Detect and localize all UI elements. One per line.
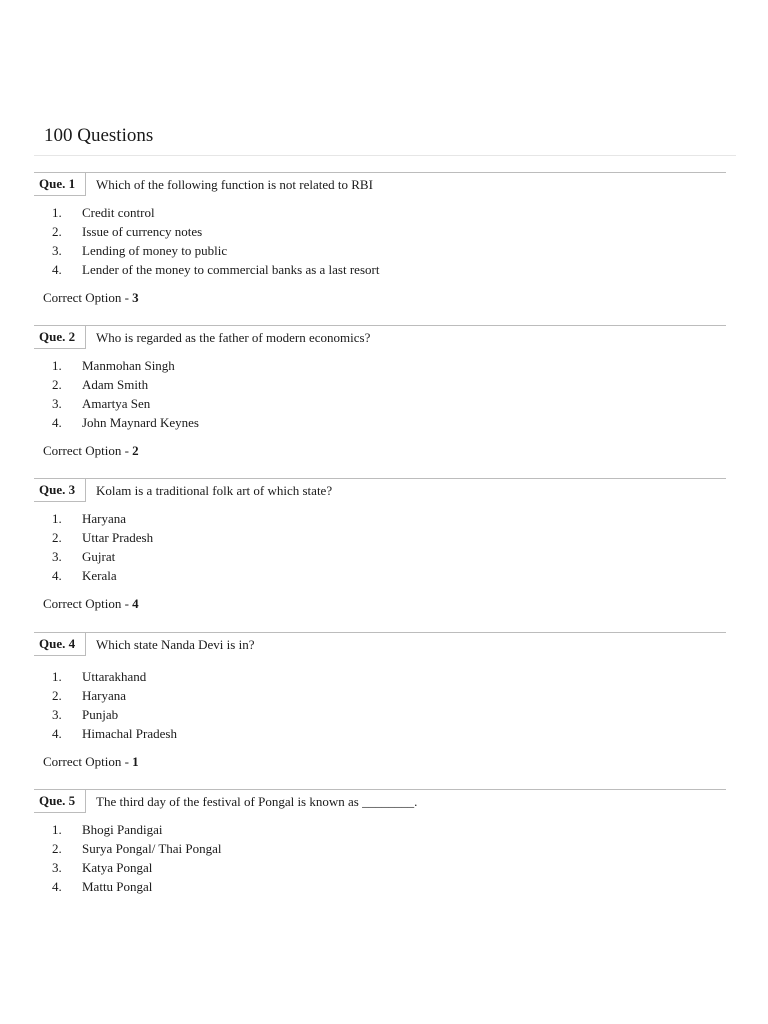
correct-option-label: Correct Option -: [43, 290, 133, 305]
option-text: Issue of currency notes: [82, 224, 203, 239]
correct-option: [43, 288, 139, 307]
option-number: 3.: [52, 396, 62, 411]
option-text: Adam Smith: [82, 377, 149, 392]
correct-option: [43, 594, 139, 613]
option-number: 2.: [52, 377, 62, 392]
option-text: Lending of money to public: [82, 243, 228, 258]
option-text: Amartya Sen: [82, 396, 151, 411]
option-text: Uttarakhand: [82, 669, 147, 684]
option-text: Haryana: [82, 688, 127, 703]
option-text: Gujrat: [82, 549, 116, 564]
correct-option-value: 4: [132, 596, 139, 611]
question-label: Que. 3: [34, 478, 86, 502]
option-text: John Maynard Keynes: [82, 415, 199, 430]
option-number: 2.: [52, 841, 62, 856]
option-text: Mattu Pongal: [82, 879, 153, 894]
option-number: 4.: [52, 262, 62, 277]
correct-option-label: Correct Option -: [43, 754, 133, 769]
question-text: Kolam is a traditional folk art of which state?: [96, 483, 333, 498]
correct-option-label: Correct Option -: [43, 596, 133, 611]
option-number: 1.: [52, 822, 62, 837]
correct-option-value: 3: [132, 290, 139, 305]
option-number: 3.: [52, 243, 62, 258]
option-number: 1.: [52, 358, 62, 373]
correct-option-label: Correct Option -: [43, 443, 133, 458]
page-title: 100 Questions: [44, 125, 154, 146]
option-number: 3.: [52, 860, 62, 875]
question-label: Que. 5: [34, 789, 86, 813]
option-text: Uttar Pradesh: [82, 530, 154, 545]
correct-option: [43, 752, 139, 771]
option-text: Haryana: [82, 511, 127, 526]
question-text: Which state Nanda Devi is in?: [96, 637, 255, 652]
option-text: Punjab: [82, 707, 119, 722]
option-number: 3.: [52, 549, 62, 564]
option-number: 4.: [52, 879, 62, 894]
option-number: 4.: [52, 726, 62, 741]
option-number: 1.: [52, 511, 62, 526]
correct-option-value: 1: [132, 754, 139, 769]
option-text: Surya Pongal/ Thai Pongal: [82, 841, 222, 856]
option-text: Kerala: [82, 568, 117, 583]
question-text: The third day of the festival of Pongal is known as ________.: [96, 794, 418, 809]
question-text: Which of the following function is not related to RBI: [96, 177, 373, 192]
question-label: Que. 1: [34, 172, 86, 196]
option-text: Credit control: [82, 205, 155, 220]
question-label: Que. 2: [34, 325, 86, 349]
option-number: 1.: [52, 205, 62, 220]
option-number: 4.: [52, 415, 62, 430]
title-divider: [34, 155, 736, 156]
option-text: Lender of the money to commercial banks as a last resort: [82, 262, 380, 277]
option-text: Katya Pongal: [82, 860, 153, 875]
option-text: Manmohan Singh: [82, 358, 175, 373]
option-number: 2.: [52, 224, 62, 239]
option-text: Himachal Pradesh: [82, 726, 177, 741]
option-number: 2.: [52, 688, 62, 703]
question-text: Who is regarded as the father of modern economics?: [96, 330, 371, 345]
correct-option: [43, 441, 139, 460]
option-number: 1.: [52, 669, 62, 684]
option-number: 2.: [52, 530, 62, 545]
correct-option-value: 2: [132, 443, 139, 458]
question-label: Que. 4: [34, 632, 86, 656]
option-number: 4.: [52, 568, 62, 583]
option-text: Bhogi Pandigai: [82, 822, 163, 837]
option-number: 3.: [52, 707, 62, 722]
